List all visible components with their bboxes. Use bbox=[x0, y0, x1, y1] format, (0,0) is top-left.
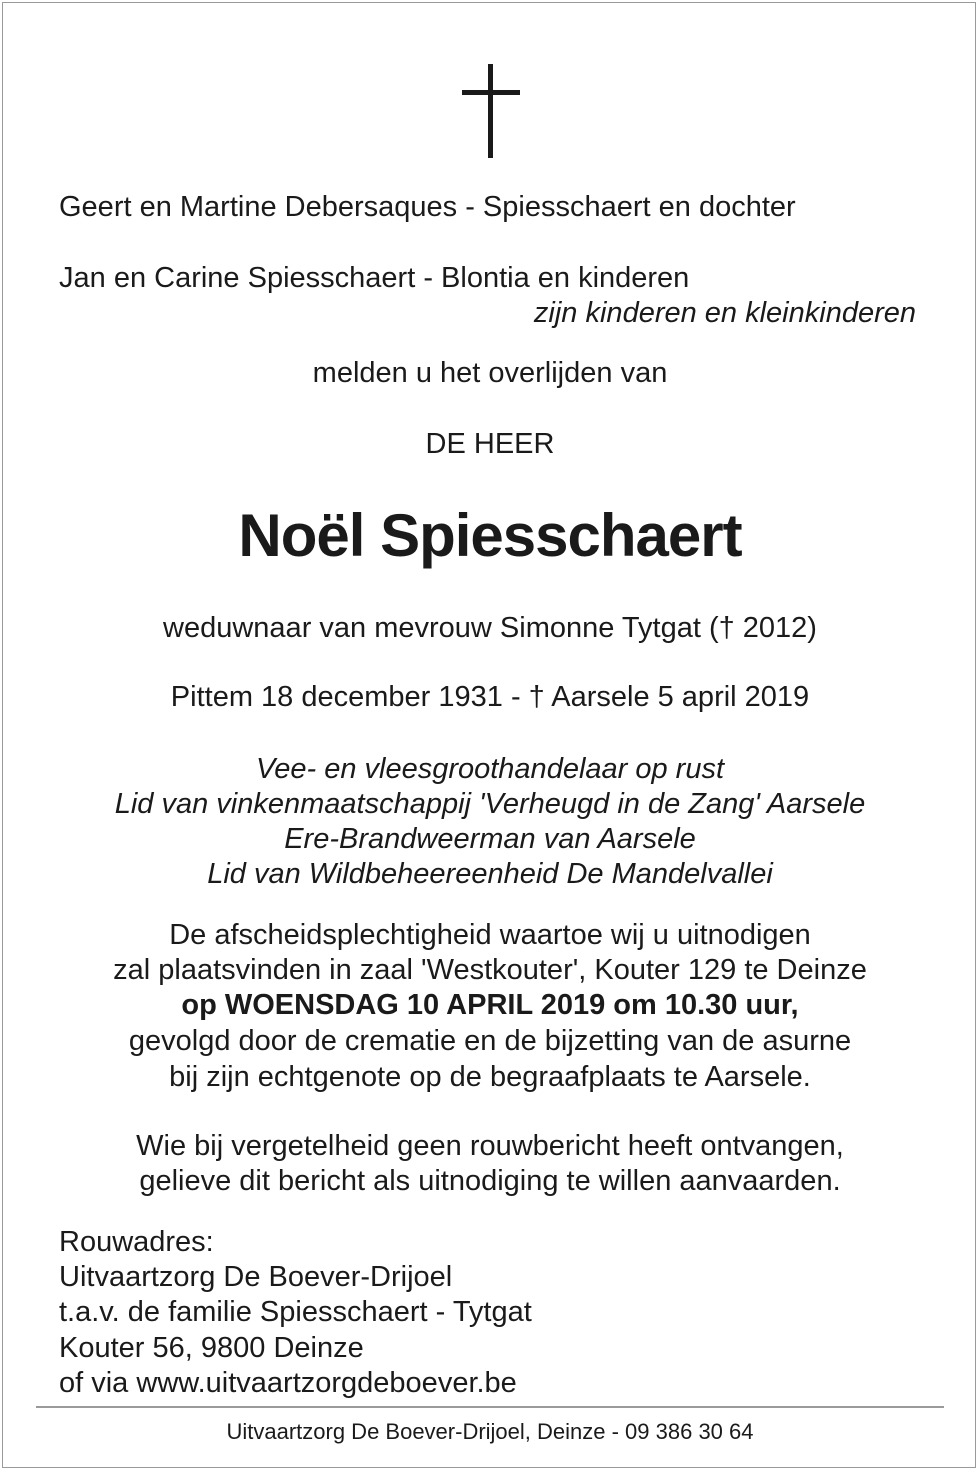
invitation-note-line-1: Wie bij vergetelheid geen rouwbericht heeft ontvangen, bbox=[136, 1130, 844, 1162]
life-dates: Pittem 18 december 1931 - † Aarsele 5 april 2019 bbox=[170, 681, 810, 713]
address-line-1: Uitvaartzorg De Boever-Drijoel bbox=[59, 1261, 453, 1293]
address-line-2: t.a.v. de familie Spiesschaert - Tytgat bbox=[59, 1296, 532, 1328]
ceremony-line-1: De afscheidsplechtigheid waartoe wij u uitnodigen bbox=[169, 919, 811, 951]
invitation-note-line-2: gelieve dit bericht als uitnodiging te willen aanvaarden. bbox=[139, 1165, 841, 1197]
address-line-3: Kouter 56, 9800 Deinze bbox=[59, 1332, 364, 1364]
address-website[interactable]: of via www.uitvaartzorgdeboever.be bbox=[59, 1367, 517, 1399]
family-line-1: Geert en Martine Debersaques - Spiesschaert en dochter bbox=[59, 191, 796, 223]
ceremony-date: op WOENSDAG 10 APRIL 2019 om 10.30 uur, bbox=[181, 989, 799, 1021]
role-line: Ere-Brandweerman van Aarsele bbox=[284, 823, 696, 855]
family-relation: zijn kinderen en kleinkinderen bbox=[533, 297, 916, 329]
footer-text: Uitvaartzorg De Boever-Drijoel, Deinze - 09 386 30 64 bbox=[226, 1419, 754, 1444]
honorific: DE HEER bbox=[425, 428, 555, 460]
family-line-2: Jan en Carine Spiesschaert - Blontia en kinderen bbox=[59, 262, 690, 294]
ceremony-line-5: bij zijn echtgenote op de begraafplaats te Aarsele. bbox=[169, 1061, 811, 1093]
ceremony-line-2: zal plaatsvinden in zaal 'Westkouter', Kouter 129 te Deinze bbox=[113, 954, 867, 986]
role-line: Lid van Wildbeheereenheid De Mandelvallei bbox=[207, 858, 773, 890]
deceased-name: Noël Spiesschaert bbox=[238, 502, 742, 569]
role-line: Vee- en vleesgroothandelaar op rust bbox=[255, 753, 725, 785]
announcement: melden u het overlijden van bbox=[312, 357, 668, 389]
widower-of: weduwnaar van mevrouw Simonne Tytgat († 2012) bbox=[163, 612, 817, 644]
role-line: Lid van vinkenmaatschappij 'Verheugd in de Zang' Aarsele bbox=[114, 788, 866, 820]
ceremony-line-4: gevolgd door de crematie en de bijzetting van de asurne bbox=[128, 1025, 852, 1057]
footer-divider bbox=[36, 1406, 944, 1408]
address-heading: Rouwadres: bbox=[59, 1226, 214, 1258]
cross-icon bbox=[462, 64, 520, 158]
